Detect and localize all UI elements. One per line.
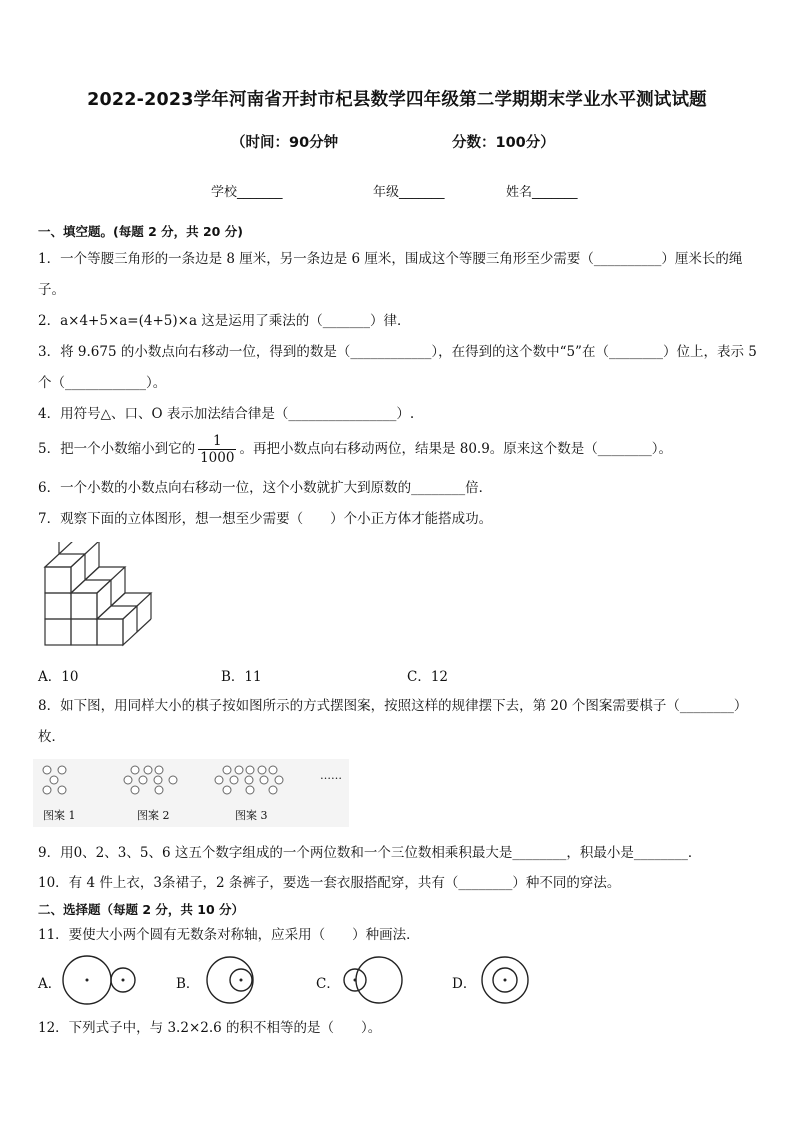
question-4: 4．用符号△、口、O 表示加法结合律是（________________）. (38, 406, 415, 422)
fraction-numerator: 1 (198, 433, 236, 450)
question-3-line1: 3．将 9.675 的小数点向右移动一位，得到的数是（____________），在得到的这个数中“5”在（________）位上，表示 5 (38, 344, 757, 360)
q11-option-d[interactable]: D． (452, 976, 477, 992)
name-field: 姓名_______ (506, 185, 578, 200)
question-5-pre: 5．把一个小数缩小到它的 (38, 441, 196, 457)
pattern-ellipsis: …… (320, 769, 342, 782)
section-heading-fill-blank: 一、填空题。(每题 2 分，共 20 分) (38, 224, 243, 239)
section-heading-choice: 二、选择题（每题 2 分，共 10 分） (38, 902, 245, 917)
question-8-line2: 枚． (38, 729, 65, 745)
q11-option-a-circles (60, 953, 140, 1009)
question-3-line2: 个（____________）。 (38, 375, 167, 391)
q11-option-c[interactable]: C． (316, 976, 340, 992)
question-11: 11．要使大小两个圆有无数条对称轴，应采用（ ）种画法． (38, 927, 420, 943)
q11-option-a[interactable]: A． (38, 976, 62, 992)
chess-pattern-figure (33, 759, 349, 827)
question-12: 12．下列式子中，与 3.2×2.6 的积不相等的是（ ）。 (38, 1020, 382, 1036)
question-6: 6．一个小数的小数点向右移动一位，这个小数就扩大到原数的________倍． (38, 480, 493, 496)
question-1-line1: 1．一个等腰三角形的一条边是 8 厘米，另一条边是 6 厘米，围成这个等腰三角形至少需要（__________）厘米长的绳 (38, 251, 743, 267)
pattern-2-label: 图案 2 (137, 809, 170, 822)
chess-pieces-drawing (33, 759, 349, 827)
pattern-1-label: 图案 1 (43, 809, 76, 822)
question-5 (38, 432, 672, 466)
q7-option-a[interactable]: A．10 (38, 669, 79, 685)
question-9: 9．用0、2、3、5、6 这五个数字组成的一个两位数和一个三位数相乘积最大是________，积最小是________． (38, 845, 702, 861)
q11-option-c-circles (338, 953, 406, 1009)
fraction (198, 433, 236, 466)
q11-option-b-circles (204, 953, 264, 1009)
question-10: 10．有 4 件上衣，3条裙子，2 条裤子，要选一套衣服搭配穿，共有（________）种不同的穿法。 (38, 875, 621, 891)
cube-staircase-figure (42, 542, 160, 652)
question-1-line2: 子。 (38, 282, 65, 298)
fraction-denominator: 1000 (200, 450, 235, 466)
q7-option-b[interactable]: B．11 (221, 669, 262, 685)
q11-option-d-circles (478, 953, 534, 1009)
question-2: 2．a×4+5×a=(4+5)×a 这是运用了乘法的（_______）律． (38, 313, 411, 329)
exam-time: （时间：90分钟 (231, 135, 339, 151)
pattern-3-label: 图案 3 (235, 809, 268, 822)
grade-field: 年级_______ (373, 185, 445, 200)
question-8-line1: 8．如下图，用同样大小的棋子按如图所示的方式摆图案，按照这样的规律摆下去，第 20 个图案需要棋子（________） (38, 698, 748, 714)
exam-score: 分数：100分） (452, 135, 555, 151)
question-7: 7．观察下面的立体图形，想一想至少需要（ ）个小正方体才能搭成功。 (38, 511, 493, 527)
exam-title: 2022-2023学年河南省开封市杞县数学四年级第二学期期末学业水平测试试题 (87, 90, 707, 110)
q7-option-c[interactable]: C．12 (407, 669, 449, 685)
school-field: 学校_______ (211, 185, 283, 200)
question-5-post: 。再把小数点向右移动两位，结果是 80.9。原来这个数是（________）。 (239, 441, 673, 457)
q11-option-b[interactable]: B． (176, 976, 200, 992)
